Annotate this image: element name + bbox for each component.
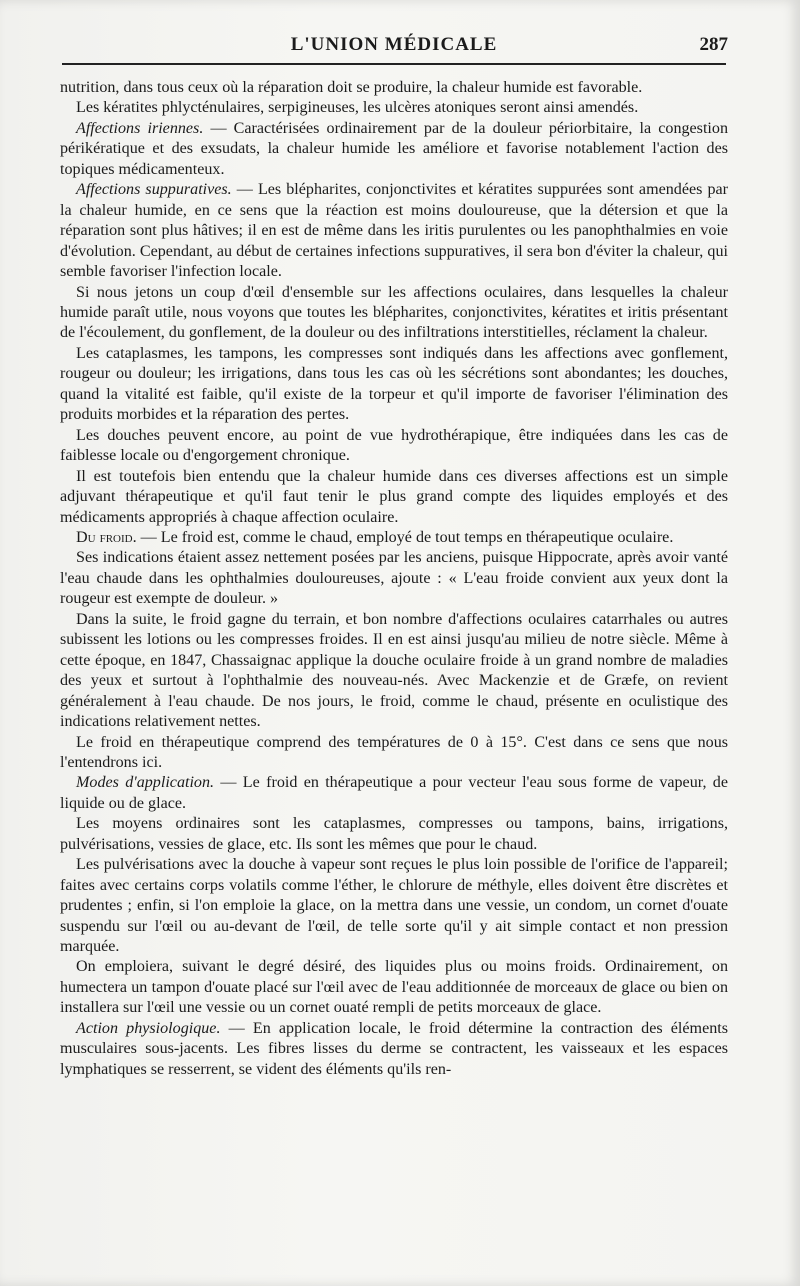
paragraph <box>60 467 728 528</box>
paragraph <box>60 773 728 814</box>
section-lead: Affections suppuratives. <box>76 181 232 199</box>
body-text <box>60 78 728 1080</box>
paragraph-text: Dans la suite, le froid gagne du terrain, et bon nombre d'affections oculaires catarrhales ou autres subissent les lotions ou les compresses froides. Il en est ainsi jusqu'au milieu de notre siècle. Même à cette époque, en 1847, Chassaignac applique la douche oculaire froide à un grand nombre de maladies des yeux et surtout à l'ophthalmie des nouveau-nés. Avec Mackenzie et de Græfe, on revient généralement à l'eau chaude. De nos jours, le froid, comme le chaud, présente en oculistique des indications relativement nettes. <box>60 610 728 731</box>
paragraph <box>60 98 728 118</box>
page-number: 287 <box>699 34 728 55</box>
paragraph-text: Les douches peuvent encore, au point de vue hydrothérapique, être indiquées dans les cas de faiblesse locale ou d'engorgement chronique. <box>60 426 728 465</box>
paragraph <box>60 957 728 1018</box>
paragraph <box>60 855 728 957</box>
paragraph-text: Les cataplasmes, les tampons, les compresses sont indiqués dans les affections avec gonflement, rougeur ou douleur; les irrigations, dans tous les cas où les sécrétions sont abondantes; les douches, quand la vitalité est faible, qu'il existe de la torpeur et qu'il importe de favoriser l'élimination des produits morbides et la réparation des pertes. <box>60 344 728 424</box>
paragraph <box>60 610 728 733</box>
paragraph-text: — Le froid en thérapeutique a pour vecteur l'eau sous forme de vapeur, de liquide ou de glace. <box>60 774 728 812</box>
paragraph-text: Il est toutefois bien entendu que la chaleur humide dans ces diverses affections est un simple adjuvant thérapeutique et qu'il faut tenir le plus grand compte des liquides employés et des médicaments appropriés à chaque affection oculaire. <box>60 467 728 526</box>
paragraph-text: — Les blépharites, conjonctivites et kératites suppurées sont amendées par la chaleur humide, en ce sens que la réaction est moins douloureuse, que la détersion et que la réparation sont plus hâtives; il en est de même dans les iritis purulentes ou les panophthalmies en voie d'évolution. Cependant, au début de certaines infections suppuratives, il sera bon d'éviter la chaleur, qui semble favoriser l'infection locale. <box>60 181 728 281</box>
paragraph <box>60 180 728 282</box>
paragraph <box>60 733 728 774</box>
paragraph-text: Si nous jetons un coup d'œil d'ensemble sur les affections oculaires, dans lesquelles la chaleur humide paraît utile, nous voyons que toutes les blépharites, conjonctivites, kératites et iritis présentant de l'écoulement, du gonflement, de la douleur ou des infiltrations interstitielles, réclament la chaleur. <box>60 283 728 342</box>
paragraph-text: Les moyens ordinaires sont les cataplasmes, compresses ou tampons, bains, irrigations, pulvérisations, vessies de glace, etc. Ils sont les mêmes que pour le chaud. <box>60 815 728 853</box>
paragraph-text: nutrition, dans tous ceux où la réparation doit se produire, la chaleur humide est favorable. <box>60 79 643 96</box>
paragraph <box>60 1019 728 1080</box>
header-rule <box>62 63 726 65</box>
paragraph <box>60 814 728 855</box>
paragraph <box>60 119 728 180</box>
page-header <box>60 28 728 62</box>
paragraph <box>60 528 728 548</box>
paragraph-text: — En application locale, le froid détermine la contraction des éléments musculaires sous-jacents. Les fibres lisses du derme se contractent, les vaisseaux et les espaces lymphatiques se resserrent, se vident des éléments qu'ils ren- <box>60 1019 728 1078</box>
paragraph-text: Ses indications étaient assez nettement posées par les anciens, puisque Hippocrate, après avoir vanté l'eau chaude dans les ophthalmies douloureuses, ajoute : « L'eau froide convient aux yeux dont la rougeur est exempte de douleur. » <box>60 549 728 608</box>
section-lead: Modes d'application. <box>76 774 215 792</box>
section-lead: Action physiologique. <box>76 1019 221 1037</box>
paragraph <box>60 78 728 98</box>
section-heading: Du froid. <box>76 528 137 546</box>
paragraph-text: On emploiera, suivant le degré désiré, des liquides plus ou moins froids. Ordinairement, on humectera un tampon d'ouate placé sur l'œil avec de l'eau additionnée de morceaux de glace ou bien on installera sur l'œil une vessie ou un cornet ouaté rempli de petits morceaux de glace. <box>60 958 728 1017</box>
paragraph-text: — Caractérisées ordinairement par de la douleur périorbitaire, la congestion périkératique et des exsudats, la chaleur humide les améliore et favorise notablement l'action des topiques médicamenteux. <box>60 119 728 178</box>
paragraph-text: Le froid en thérapeutique comprend des températures de 0 à 15°. C'est dans ce sens que nous l'entendrons ici. <box>60 733 728 771</box>
paragraph <box>60 344 728 426</box>
running-title: L'UNION MÉDICALE <box>290 34 498 55</box>
section-lead: Affections iriennes. <box>76 119 204 137</box>
paragraph-text: Les pulvérisations avec la douche à vapeur sont reçues le plus loin possible de l'orifice de l'appareil; faites avec certains corps volatils comme l'éther, le chlorure de méthyle, elles doivent être discrètes et prudentes ; enfin, si l'on emploie la glace, on la mettra dans une vessie, un condom, un cornet d'ouate suspendu sur l'œil ou au-devant de l'œil, de telle sorte qu'il y ait simple contact et non pression marquée. <box>60 856 728 956</box>
paragraph <box>60 426 728 467</box>
paragraph-text: Les kératites phlycténulaires, serpigineuses, les ulcères atoniques seront ainsi amendés. <box>76 99 639 117</box>
paragraph <box>60 548 728 609</box>
paragraph <box>60 283 728 344</box>
paragraph-text: — Le froid est, comme le chaud, employé de tout temps en thérapeutique oculaire. <box>136 528 674 546</box>
